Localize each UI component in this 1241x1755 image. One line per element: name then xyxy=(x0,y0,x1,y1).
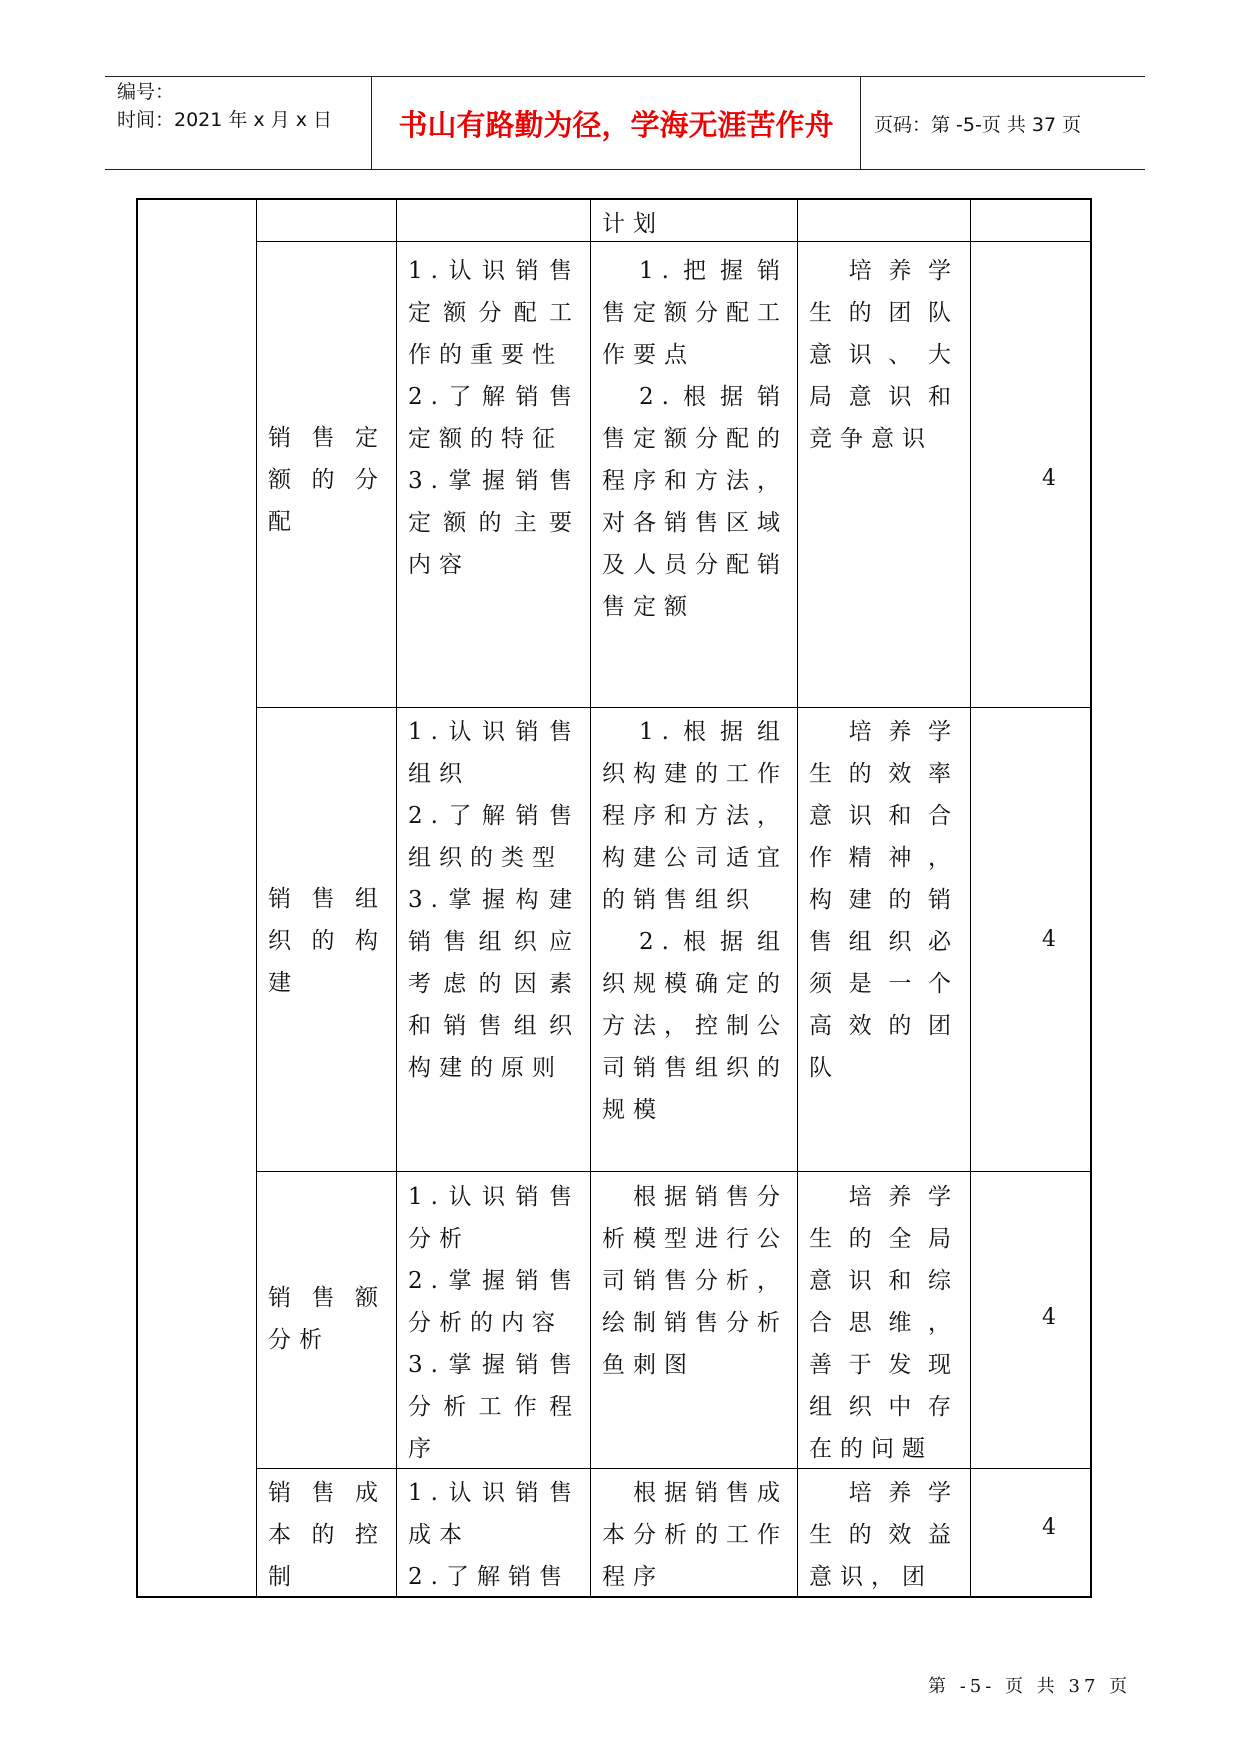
header-meta xyxy=(117,78,332,134)
table-cell-topic: 销售成本的控制 xyxy=(268,1480,386,1590)
table-cell-quality: 培养学生的效率意识和合作精神，构建的销售组织必须是一个高效的团队 xyxy=(809,719,959,1081)
table-cell-topic: 销售组织的构建 xyxy=(268,886,386,996)
table-cell-hours: 4 xyxy=(1042,1305,1056,1330)
table-cell-hours: 4 xyxy=(1042,466,1056,491)
table-cell-quality: 培养学生的全局意识和综合思维，善于发现组织中存在的问题 xyxy=(809,1184,959,1462)
row-rule xyxy=(256,1468,1092,1469)
table-cell-hours: 4 xyxy=(1042,927,1056,952)
header-page-info: 页码：第 -5-页 共 37 页 xyxy=(874,113,1082,136)
column-rule xyxy=(256,198,257,1598)
table-cell-knowledge: 1.认识销售定额分配工作的重要性 2.了解销售定额的特征 3.掌握销售定额的主要内容 xyxy=(408,258,580,578)
table-cell-quality: 培养学生的效益意识，团 xyxy=(809,1480,959,1590)
table-cell-knowledge: 1.认识销售组织 2.了解销售组织的类型 3.掌握构建销售组织应考虑的因素和销售组织构建的原则 xyxy=(408,719,580,1081)
document-date: 时间：2021 年 x 月 x 日 xyxy=(117,109,333,131)
table-cell-knowledge: 1.认识销售成本 2.了解销售 xyxy=(408,1480,580,1590)
column-rule xyxy=(797,198,798,1598)
table-cell-hours: 4 xyxy=(1042,1515,1056,1540)
table-cell-quality: 培养学生的团队意识、大局意识和竞争意识 xyxy=(809,258,959,452)
document-number-label: 编号： xyxy=(117,81,175,103)
table-cell-topic: 销售定额的分配 xyxy=(268,425,386,535)
table-cell-skill: 根据销售成本分析的工作程序 xyxy=(602,1480,788,1590)
table-cell-continuation: 计划 xyxy=(602,211,664,237)
table-cell-skill: 1.根据组织构建的工作程序和方法，构建公司适宜的销售组织 2.根据组织规模确定的方法，控制公司销售组织的规模 xyxy=(602,719,788,1123)
column-rule xyxy=(970,198,971,1598)
table-cell-skill: 1.把握销售定额分配工作要点 2.根据销售定额分配的程序和方法，对各销售区域及人员分配销售定额 xyxy=(602,258,788,620)
header-motto: 书山有路勤为径，学海无涯苦作舟 xyxy=(398,107,834,142)
row-rule xyxy=(256,1171,1092,1172)
column-rule xyxy=(590,198,591,1598)
table-cell-knowledge: 1.认识销售分析 2.掌握销售分析的内容 3.掌握销售分析工作程序 xyxy=(408,1184,580,1462)
table-cell-topic: 销售额分析 xyxy=(268,1285,386,1353)
table-cell-skill: 根据销售分析模型进行公司销售分析，绘制销售分析鱼刺图 xyxy=(602,1184,788,1378)
row-rule xyxy=(256,707,1092,708)
page-footer: 第 -5- 页 共 37 页 xyxy=(928,1676,1132,1697)
column-rule xyxy=(396,198,397,1598)
